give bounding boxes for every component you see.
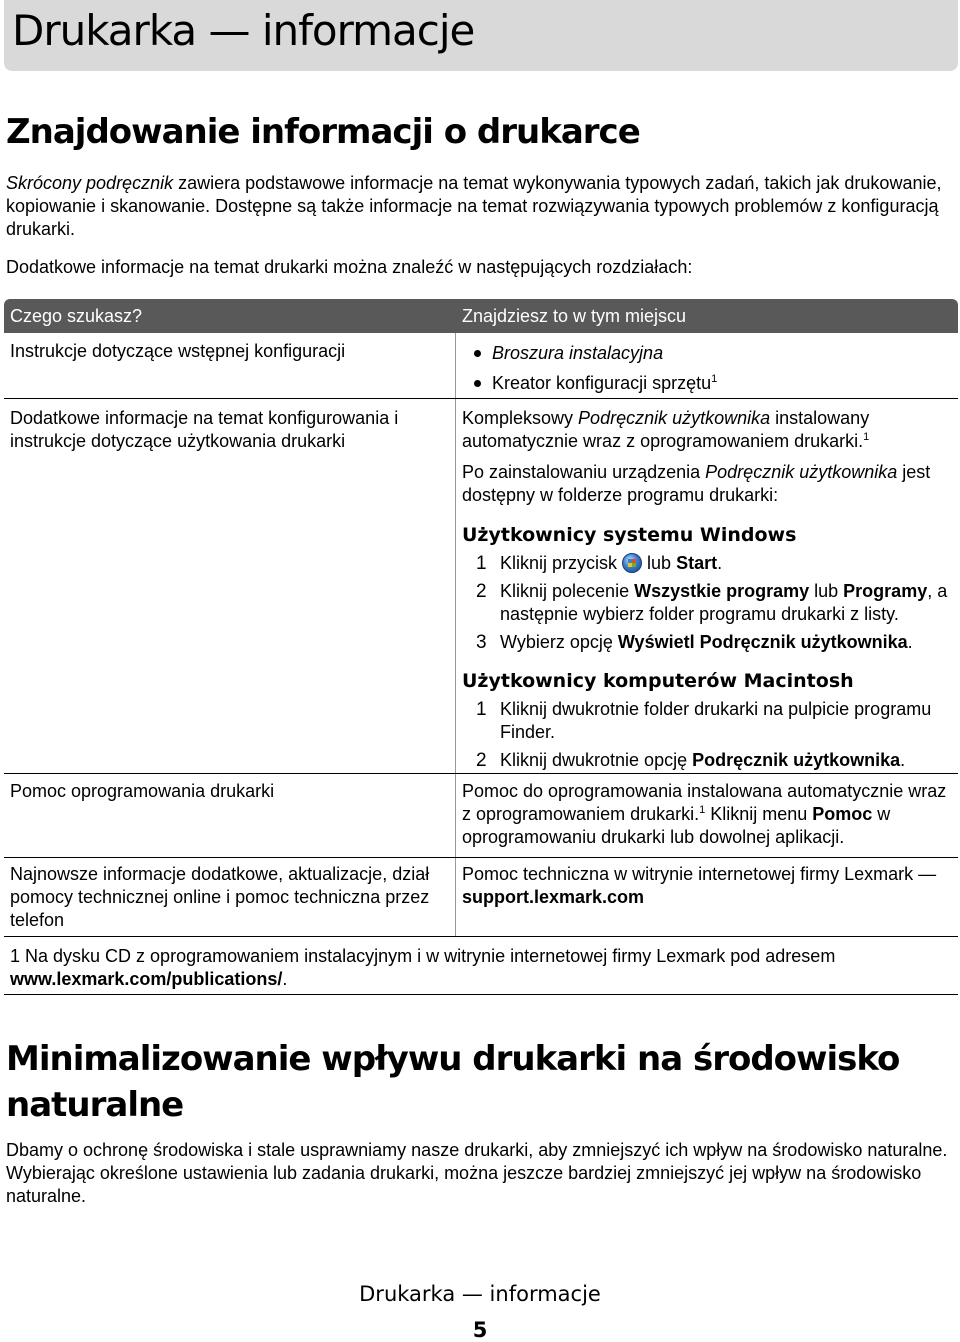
text: jest dostępny w folderze programu drukarki:	[462, 462, 931, 505]
row3-location	[462, 780, 952, 849]
intro-paragraph	[6, 172, 951, 241]
footer-title: Drukarka — informacje	[359, 1282, 601, 1306]
windows-steps	[462, 552, 956, 654]
footnote-number: 1	[10, 946, 21, 966]
windows-start-icon	[622, 553, 642, 573]
support-link[interactable]: support.lexmark.com	[462, 887, 645, 907]
list-item	[462, 698, 956, 744]
table-bottom-rule	[4, 994, 958, 995]
step-number: 2	[476, 750, 487, 771]
text: Na dysku CD z oprogramowaniem instalacyjnym i w witrynie internetowej firmy Lexmark pod adresem	[20, 946, 836, 966]
step-number: 1	[476, 553, 487, 574]
row4-location	[462, 863, 956, 909]
text: , a następnie wybierz folder programu drukarki z listy.	[500, 581, 948, 624]
row-divider	[4, 936, 958, 937]
text: Kliknij dwukrotnie opcję	[500, 750, 693, 770]
text: .	[717, 553, 723, 573]
text: w oprogramowaniu drukarki lub dowolnej aplikacji.	[462, 804, 891, 847]
mac-steps	[462, 698, 956, 772]
text: instalowany automatycznie wraz z oprogramowaniem drukarki.	[462, 408, 870, 451]
row4-topic: Najnowsze informacje dodatkowe, aktualizacje, dział pomocy technicznej online i pomoc techniczna przez telefon	[10, 864, 430, 930]
text: Kliknij menu	[705, 804, 813, 824]
row3-topic: Pomoc oprogramowania drukarki	[10, 781, 275, 801]
row1-list	[462, 342, 956, 395]
text: Kliknij dwukrotnie folder drukarki na pulpicie programu Finder.	[500, 699, 932, 742]
footnote-ref: 1	[711, 373, 718, 385]
footnote-ref: 1	[863, 431, 870, 443]
row4-text: Pomoc techniczna w witrynie internetowej firmy Lexmark —	[462, 864, 937, 884]
text: Pomoc do oprogramowania instalowana automatycznie wraz z oprogramowaniem drukarki.	[462, 781, 947, 824]
list-item	[462, 580, 956, 626]
row2-location	[462, 407, 956, 777]
footnote-ref: 1	[699, 804, 706, 816]
row1-topic: Instrukcje dotyczące wstępnej konfiguracji	[10, 341, 346, 361]
info-table	[4, 299, 958, 333]
step-number: 3	[476, 632, 487, 653]
text-italic: Podręcznik użytkownika	[578, 408, 771, 428]
environment-paragraph: Dbamy o ochronę środowiska i stale usprawniamy nasze drukarki, aby zmniejszyć ich wpływ na środowisko naturalne. Wybierając określone ustawienia lub zadania drukarki, można jeszcze bardziej zmniejszyć jej wpływ na środowisko naturalne.	[6, 1140, 948, 1206]
list-item	[462, 749, 956, 772]
row1-location	[462, 342, 956, 402]
intro-text: zawiera podstawowe informacje na temat wykonywania typowych zadań, takich jak drukowanie, kopiowanie i skanowanie. Dostępne są także informacje na temat rozwiązywania typowych problemów z konfiguracją drukarki.	[6, 173, 942, 239]
column-separator	[455, 333, 456, 937]
text: Kliknij przycisk	[500, 553, 623, 573]
list-item	[462, 631, 956, 654]
chapter-header-bar	[4, 0, 958, 71]
publications-link[interactable]: www.lexmark.com/publications/	[10, 969, 283, 989]
text-bold: Programy	[843, 581, 928, 601]
section-heading-environment: Minimalizowanie wpływu drukarki na środowisko naturalne	[6, 1039, 900, 1125]
section-heading-finding-info: Znajdowanie informacji o drukarce	[6, 112, 640, 152]
table-footnote	[10, 945, 950, 991]
row-divider	[4, 773, 958, 774]
text: lub	[809, 581, 844, 601]
text: Kompleksowy	[462, 408, 579, 428]
page-number: 5	[472, 1318, 488, 1342]
list-item-text: Kreator konfiguracji sprzętu	[492, 373, 712, 393]
row2-topic: Dodatkowe informacje na temat konfigurowania i instrukcje dotyczące użytkowania drukarki	[10, 408, 399, 451]
text: Wybierz opcję	[500, 632, 618, 652]
step-number: 2	[476, 581, 487, 602]
text-bold: Start	[676, 553, 718, 573]
table-header-col2: Znajdziesz to w tym miejscu	[462, 306, 687, 326]
text: .	[900, 750, 906, 770]
text: .	[907, 632, 913, 652]
row-divider	[4, 857, 958, 858]
list-item: Broszura instalacyjna	[462, 342, 956, 365]
row2-para1	[462, 407, 956, 453]
text-italic: Podręcznik użytkownika	[705, 462, 898, 482]
table-header	[4, 299, 958, 333]
mac-users-heading: Użytkownicy komputerów Macintosh	[462, 670, 854, 692]
text: .	[282, 969, 288, 989]
text-bold: Pomoc	[812, 804, 873, 824]
intro-italic: Skrócony podręcznik	[6, 173, 174, 193]
text-bold: Wyświetl Podręcznik użytkownika	[617, 632, 908, 652]
list-item	[462, 552, 956, 575]
text: lub	[642, 553, 677, 573]
row-divider	[4, 398, 958, 399]
text: Kliknij polecenie	[500, 581, 635, 601]
row2-para2	[462, 461, 956, 507]
additional-info-paragraph: Dodatkowe informacje na temat drukarki można znaleźć w następujących rozdziałach:	[6, 257, 693, 277]
windows-users-heading: Użytkownicy systemu Windows	[462, 524, 797, 546]
text-bold: Wszystkie programy	[634, 581, 810, 601]
text: Po zainstalowaniu urządzenia	[462, 462, 706, 482]
text-bold: Podręcznik użytkownika	[692, 750, 901, 770]
chapter-title: Drukarka — informacje	[12, 6, 475, 55]
list-item	[462, 372, 956, 395]
table-header-col1: Czego szukasz?	[10, 306, 143, 326]
step-number: 1	[476, 699, 487, 720]
